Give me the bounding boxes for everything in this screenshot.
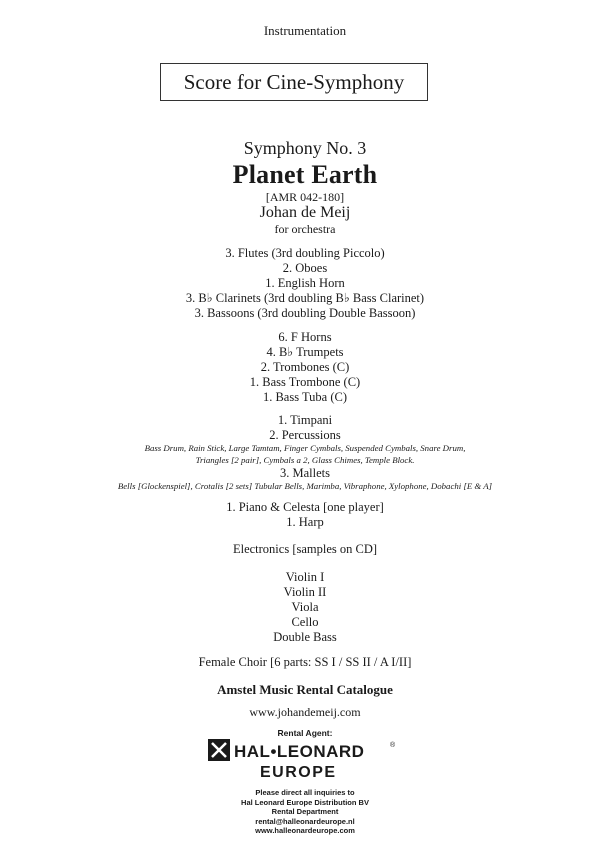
score-title-box — [160, 63, 428, 101]
composer-name: Johan de Meij — [259, 204, 351, 221]
instrument-line: 1. Bass Trombone (C) — [249, 375, 361, 389]
contact-email[interactable]: rental@halleonardeurope.nl — [255, 816, 355, 826]
contact-line: Hal Leonard Europe Distribution BV — [241, 797, 369, 807]
percussion-detail: Triangles [2 pair], Cymbals a 2, Glass Chimes, Temple Block. — [195, 454, 415, 465]
work-title: Planet Earth — [232, 160, 378, 189]
score-title: Score for Cine-Symphony — [183, 69, 405, 94]
instrument-line: 1. English Horn — [265, 276, 345, 290]
strings-section — [0, 570, 610, 645]
instrument-line: 1. Harp — [286, 515, 324, 529]
instrument-line: 3. Flutes (3rd doubling Piccolo) — [225, 246, 385, 260]
catalog-number: [AMR 042-180] — [265, 190, 345, 204]
percussion-detail: Bass Drum, Rain Stick, Large Tamtam, Finger Cymbals, Suspended Cymbals, Snare Drum, — [144, 443, 466, 453]
instrument-line: 4. B♭ Trumpets — [266, 345, 344, 359]
instrument-line: Electronics [samples on CD] — [232, 542, 378, 556]
mallets-detail: Bells [Glockenspiel], Crotalis [2 sets] Tubular Bells, Marimba, Vibraphone, Xylophone, Dobachi [E & A] — [117, 481, 493, 491]
electronics-section — [0, 542, 610, 557]
contact-line: Rental Department — [271, 807, 339, 816]
instrument-line: Double Bass — [273, 630, 337, 644]
instrument-line: 3. B♭ Clarinets (3rd doubling B♭ Bass Clarinet) — [185, 291, 425, 305]
keyboards-section — [0, 500, 610, 530]
instrument-line: Viola — [291, 600, 319, 614]
ensemble-label: for orchestra — [274, 222, 336, 236]
instrument-line: 6. F Horns — [278, 330, 332, 344]
instrument-line: 3. Bassoons (3rd doubling Double Bassoon) — [194, 306, 416, 320]
logo-line-2: EUROPE — [260, 764, 337, 781]
instrument-line: Cello — [291, 615, 319, 629]
brass-section — [0, 330, 610, 405]
contact-block — [0, 788, 610, 836]
instrument-line: Violin I — [285, 570, 325, 584]
composer-website[interactable]: www.johandemeij.com — [249, 705, 361, 719]
symphony-number: Symphony No. 3 — [243, 138, 367, 158]
woodwinds-section — [0, 246, 610, 321]
choir-section — [0, 655, 610, 670]
instrument-line: 1. Piano & Celesta [one player] — [226, 500, 384, 514]
instrument-line: 1. Bass Tuba (C) — [262, 390, 348, 404]
instrument-line: 2. Oboes — [282, 261, 328, 275]
instrument-line: Violin II — [283, 585, 327, 599]
logo-line-1: HAL•LEONARD — [234, 742, 365, 761]
page-header: Instrumentation — [263, 23, 347, 38]
instrument-line: 3. Mallets — [280, 466, 330, 480]
logo-registered-mark: ® — [390, 742, 396, 749]
instrument-line: 2. Trombones (C) — [260, 360, 350, 374]
instrument-line: Female Choir [6 parts: SS I / SS II / A I/II] — [198, 655, 412, 669]
percussion-section — [0, 413, 610, 493]
instrument-line: 2. Percussions — [269, 428, 341, 442]
instrument-line: 1. Timpani — [277, 413, 333, 427]
hal-leonard-logo — [206, 737, 406, 781]
rental-agent-label: Rental Agent: — [277, 728, 333, 738]
contact-website[interactable]: www.halleonardeurope.com — [255, 826, 355, 835]
rental-catalogue: Amstel Music Rental Catalogue — [217, 682, 393, 697]
contact-line: Please direct all inquiries to — [255, 788, 355, 797]
